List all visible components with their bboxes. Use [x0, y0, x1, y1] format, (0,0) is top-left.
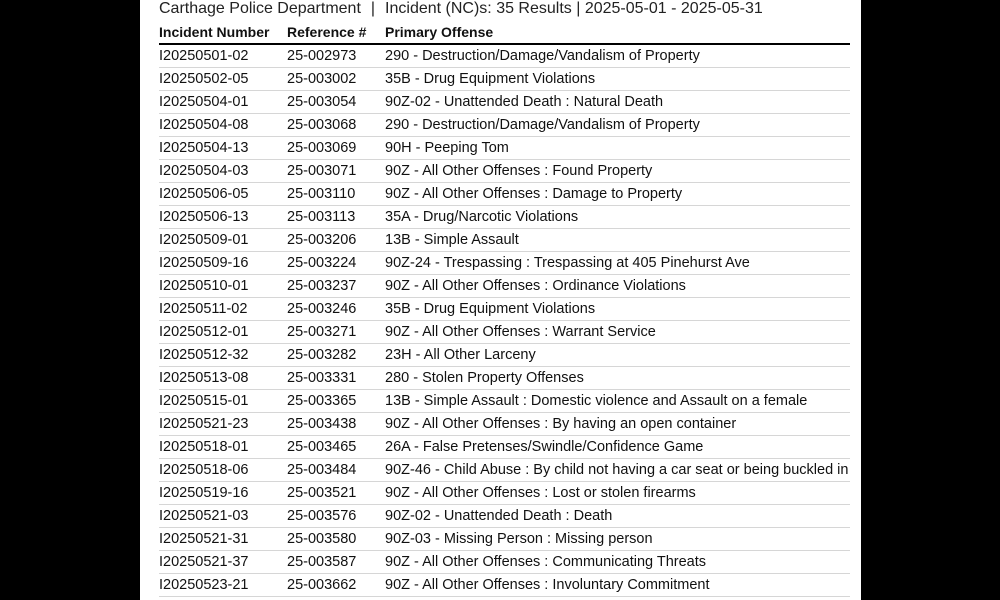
reference-number-cell: 25-003206 [287, 229, 385, 252]
table-row [159, 275, 850, 298]
incident-number-cell: I20250506-13 [159, 206, 287, 229]
reference-number-cell: 25-003069 [287, 137, 385, 160]
incident-number-cell: I20250518-06 [159, 459, 287, 482]
primary-offense-cell: 13B - Simple Assault [385, 229, 850, 252]
reference-number-cell: 25-003068 [287, 114, 385, 137]
reference-number-cell: 25-003110 [287, 183, 385, 206]
table-row [159, 436, 850, 459]
primary-offense-cell: 90Z-03 - Missing Person : Missing person [385, 528, 850, 551]
primary-offense-cell: 90Z - All Other Offenses : By having an open container [385, 413, 850, 436]
primary-offense-cell: 90Z-24 - Trespassing : Trespassing at 405 Pinehurst Ave [385, 252, 850, 275]
report-header [159, 0, 763, 20]
primary-offense-cell: 90Z - All Other Offenses : Warrant Service [385, 321, 850, 344]
primary-offense-cell: 13B - Simple Assault : Domestic violence and Assault on a female [385, 390, 850, 413]
incident-number-cell: I20250504-13 [159, 137, 287, 160]
table-row [159, 137, 850, 160]
incident-number-cell: I20250513-08 [159, 367, 287, 390]
primary-offense-cell: 290 - Destruction/Damage/Vandalism of Property [385, 44, 850, 68]
primary-offense-cell: 35B - Drug Equipment Violations [385, 298, 850, 321]
incident-number-cell: I20250509-16 [159, 252, 287, 275]
incident-number-cell: I20250512-32 [159, 344, 287, 367]
incident-number-cell: I20250504-03 [159, 160, 287, 183]
primary-offense-cell: 90Z - All Other Offenses : Ordinance Violations [385, 275, 850, 298]
results-summary: Incident (NC)s: 35 Results | 2025-05-01 - 2025-05-31 [385, 0, 763, 17]
table-row [159, 367, 850, 390]
primary-offense-cell: 90Z-02 - Unattended Death : Natural Death [385, 91, 850, 114]
incident-number-cell: I20250521-23 [159, 413, 287, 436]
table-row [159, 551, 850, 574]
incident-number-cell: I20250502-05 [159, 68, 287, 91]
primary-offense-cell: 35B - Drug Equipment Violations [385, 68, 850, 91]
table-row [159, 44, 850, 68]
table-row [159, 505, 850, 528]
reference-number-cell: 25-003331 [287, 367, 385, 390]
reference-number-cell: 25-003054 [287, 91, 385, 114]
reference-number-cell: 25-003465 [287, 436, 385, 459]
table-row [159, 229, 850, 252]
incident-number-cell: I20250521-03 [159, 505, 287, 528]
table-row [159, 298, 850, 321]
table-header-row [159, 21, 850, 44]
table-row [159, 160, 850, 183]
primary-offense-cell: 290 - Destruction/Damage/Vandalism of Property [385, 114, 850, 137]
incident-number-cell: I20250501-02 [159, 44, 287, 68]
reference-number-cell: 25-003365 [287, 390, 385, 413]
reference-number-cell: 25-002973 [287, 44, 385, 68]
primary-offense-cell: 90H - Peeping Tom [385, 137, 850, 160]
primary-offense-cell: 90Z - All Other Offenses : Involuntary Commitment [385, 574, 850, 597]
table-row [159, 206, 850, 229]
reference-number-cell: 25-003237 [287, 275, 385, 298]
incident-number-cell: I20250515-01 [159, 390, 287, 413]
primary-offense-cell: 90Z - All Other Offenses : Found Property [385, 160, 850, 183]
primary-offense-cell: 35A - Drug/Narcotic Violations [385, 206, 850, 229]
header-separator: | [370, 0, 376, 17]
incident-number-cell: I20250523-21 [159, 574, 287, 597]
incident-number-cell: I20250506-05 [159, 183, 287, 206]
incident-number-cell: I20250509-01 [159, 229, 287, 252]
department-name: Carthage Police Department [159, 0, 361, 17]
incident-number-cell: I20250512-01 [159, 321, 287, 344]
table-row [159, 482, 850, 505]
primary-offense-cell: 26A - False Pretenses/Swindle/Confidence Game [385, 436, 850, 459]
primary-offense-cell: 90Z-46 - Child Abuse : By child not having a car seat or being buckled in [385, 459, 850, 482]
column-header-primary-offense: Primary Offense [385, 21, 850, 44]
table-row [159, 321, 850, 344]
incident-number-cell: I20250510-01 [159, 275, 287, 298]
reference-number-cell: 25-003521 [287, 482, 385, 505]
reference-number-cell: 25-003438 [287, 413, 385, 436]
report-page [140, 0, 861, 600]
column-header-incident-number: Incident Number [159, 21, 287, 44]
table-row [159, 252, 850, 275]
table-row [159, 390, 850, 413]
incident-number-cell: I20250518-01 [159, 436, 287, 459]
primary-offense-cell: 90Z - All Other Offenses : Damage to Property [385, 183, 850, 206]
incident-number-cell: I20250504-08 [159, 114, 287, 137]
column-header-reference: Reference # [287, 21, 385, 44]
reference-number-cell: 25-003071 [287, 160, 385, 183]
reference-number-cell: 25-003576 [287, 505, 385, 528]
incident-number-cell: I20250521-31 [159, 528, 287, 551]
table-row [159, 68, 850, 91]
table-row [159, 344, 850, 367]
table-row [159, 91, 850, 114]
reference-number-cell: 25-003282 [287, 344, 385, 367]
primary-offense-cell: 280 - Stolen Property Offenses [385, 367, 850, 390]
table-row [159, 413, 850, 436]
incident-number-cell: I20250504-01 [159, 91, 287, 114]
reference-number-cell: 25-003580 [287, 528, 385, 551]
table-row [159, 114, 850, 137]
incidents-table [159, 21, 850, 597]
table-row [159, 528, 850, 551]
primary-offense-cell: 90Z-02 - Unattended Death : Death [385, 505, 850, 528]
reference-number-cell: 25-003484 [287, 459, 385, 482]
table-row [159, 183, 850, 206]
reference-number-cell: 25-003246 [287, 298, 385, 321]
reference-number-cell: 25-003662 [287, 574, 385, 597]
reference-number-cell: 25-003271 [287, 321, 385, 344]
incident-number-cell: I20250511-02 [159, 298, 287, 321]
primary-offense-cell: 90Z - All Other Offenses : Lost or stolen firearms [385, 482, 850, 505]
incident-number-cell: I20250521-37 [159, 551, 287, 574]
reference-number-cell: 25-003587 [287, 551, 385, 574]
reference-number-cell: 25-003113 [287, 206, 385, 229]
table-body [159, 44, 850, 597]
primary-offense-cell: 90Z - All Other Offenses : Communicating Threats [385, 551, 850, 574]
incident-number-cell: I20250519-16 [159, 482, 287, 505]
reference-number-cell: 25-003224 [287, 252, 385, 275]
table-row [159, 574, 850, 597]
reference-number-cell: 25-003002 [287, 68, 385, 91]
table-row [159, 459, 850, 482]
primary-offense-cell: 23H - All Other Larceny [385, 344, 850, 367]
